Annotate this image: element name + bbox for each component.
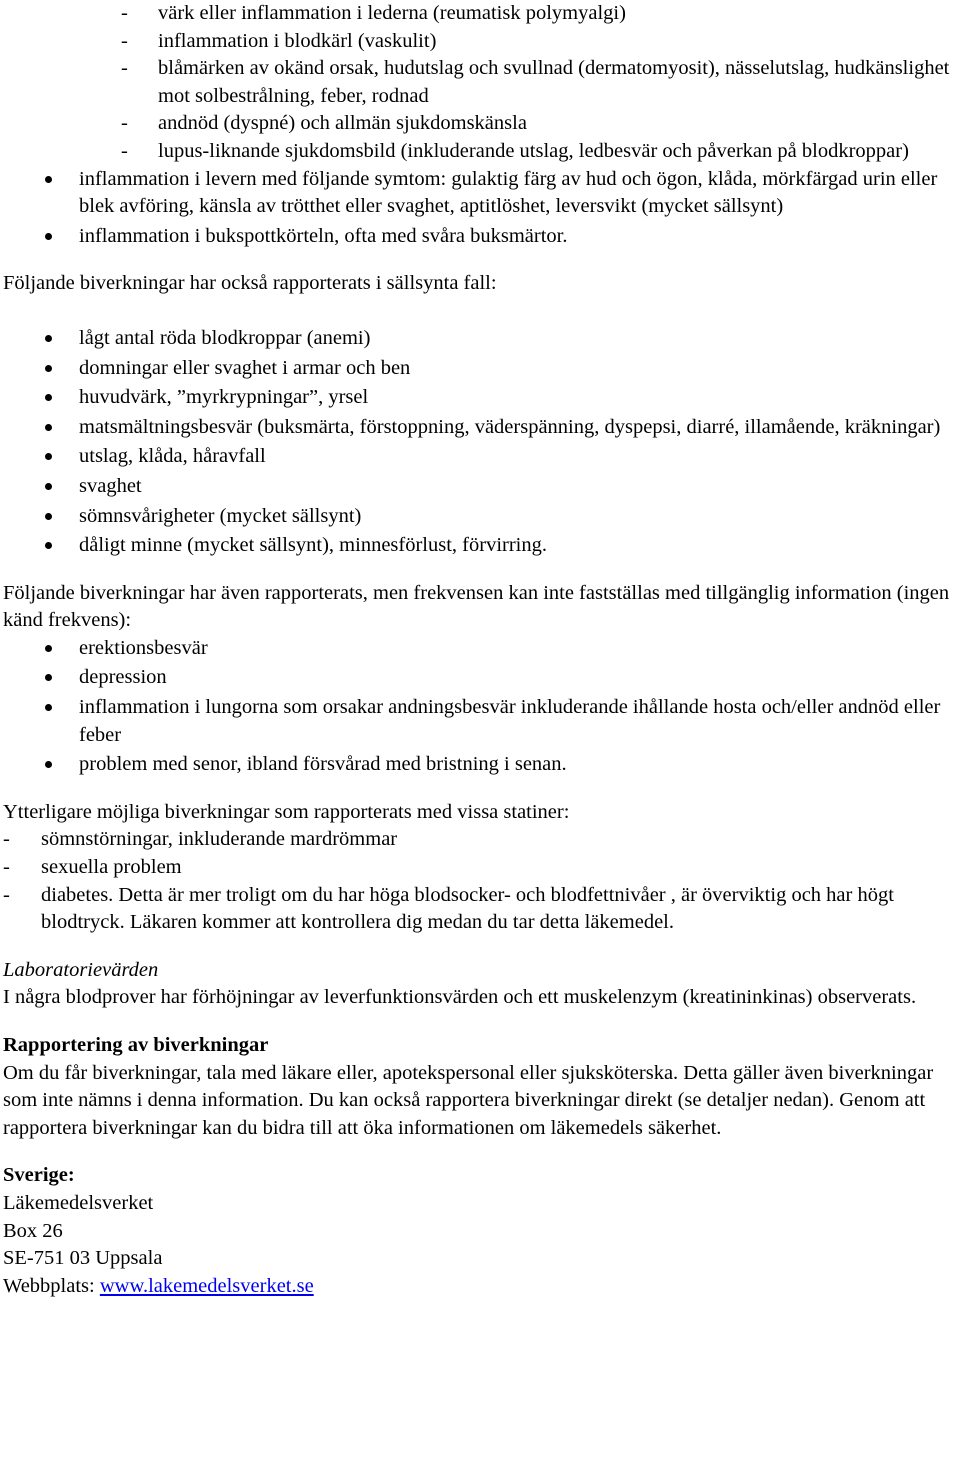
- dash-marker: -: [121, 139, 128, 162]
- list-item-text: huvudvärk, ”myrkrypningar”, yrsel: [79, 386, 369, 409]
- dash-marker: -: [121, 112, 128, 135]
- contact-agency: Läkemedelsverket: [3, 1191, 154, 1214]
- bullet-marker: [45, 453, 52, 460]
- list-item: [3, 635, 960, 663]
- bullet-marker: [45, 176, 52, 183]
- list-item: [3, 664, 960, 692]
- bullet-marker: [45, 645, 52, 652]
- web-label: Webbplats:: [3, 1274, 100, 1297]
- list-item: [3, 826, 960, 854]
- bullet-marker: [45, 424, 52, 431]
- list-item-text: lågt antal röda blodkroppar (anemi): [79, 326, 371, 349]
- list-item: [3, 166, 960, 221]
- list-item-text: värk eller inflammation i lederna (reumatisk polymyalgi): [158, 2, 626, 24]
- list-item: [3, 532, 960, 560]
- bullet-marker: [45, 704, 52, 711]
- bullet-marker: [45, 542, 52, 549]
- bullet-marker: [45, 513, 52, 520]
- dash-marker: -: [121, 29, 128, 52]
- rare-intro: Följande biverkningar har också rapporterats i sällsynta fall:: [3, 272, 497, 295]
- list-item-text: dåligt minne (mycket sällsynt), minnesförlust, förvirring.: [79, 534, 547, 557]
- contact-box: Box 26: [3, 1219, 63, 1242]
- lab-heading: Laboratorievärden: [3, 958, 159, 981]
- unknown-list: [3, 635, 960, 779]
- bullet-marker: [45, 335, 52, 342]
- list-item-text: lupus-liknande sjukdomsbild (inkluderande utslag, ledbesvär och påverkan på blodkroppar): [158, 139, 909, 162]
- list-item: [3, 325, 960, 353]
- dash-marker: -: [121, 2, 128, 24]
- dash-marker: -: [121, 57, 128, 80]
- list-item-text: inflammation i blodkärl (vaskulit): [158, 29, 437, 52]
- contact-heading: Sverige:: [3, 1164, 75, 1187]
- bullet-marker: [45, 483, 52, 490]
- report-heading: Rapportering av biverkningar: [3, 1034, 269, 1056]
- list-item-text: sömnsvårigheter (mycket sällsynt): [79, 504, 362, 527]
- dash-marker: -: [3, 828, 10, 851]
- list-item-text: inflammation i levern med följande symtom: gulaktig färg av hud och ögon, klåda, mörkfärgad urin eller blek avföring, känsla av trötthet eller svaghet, aptitlöshet, leversvikt (mycket sällsynt): [79, 167, 938, 218]
- dash-marker: -: [3, 856, 10, 879]
- bullet-marker: [45, 394, 52, 401]
- list-item-text: matsmältningsbesvär (buksmärta, förstoppning, väderspänning, dyspepsi, diarré, illamående, kräkningar): [79, 415, 941, 438]
- list-item: [3, 138, 960, 166]
- list-item-text: blåmärken av okänd orsak, hudutslag och svullnad (dermatomyosit), nässelutslag, hudkänslighet mot solbestrålning, feber, rodnad: [158, 57, 950, 107]
- list-item-text: erektionsbesvär: [79, 636, 208, 659]
- list-item: [3, 110, 960, 138]
- list-item-text: inflammation i lungorna som orsakar andningsbesvär inkluderande ihållande hosta och/eller andnöd eller feber: [79, 696, 941, 746]
- unknown-intro: Följande biverkningar har även rapporterats, men frekvensen kan inte fastställas med tillgänglig information (ingen känd frekvens):: [3, 581, 950, 632]
- website-link[interactable]: www.lakemedelsverket.se: [99, 1274, 314, 1297]
- dash-list-a: [3, 0, 960, 166]
- list-item: [3, 751, 960, 779]
- list-item-text: sexuella problem: [41, 856, 182, 879]
- statins-intro: Ytterligare möjliga biverkningar som rapporterats med vissa statiner:: [3, 800, 570, 823]
- list-item: [3, 473, 960, 501]
- bullet-marker: [45, 365, 52, 372]
- list-item-text: sömnstörningar, inkluderande mardrömmar: [41, 828, 398, 851]
- list-item-text: domningar eller svaghet i armar och ben: [79, 356, 411, 379]
- list-item: [3, 443, 960, 471]
- report-text: Om du får biverkningar, tala med läkare eller, apotekspersonal eller sjuksköterska. Detta gäller även biverkningar som inte nämns i denna information. Du kan också rapportera biverkningar direkt (se detaljer nedan). Genom att rapportera biverkningar kan du bidra till att öka informationen om läkemedels säkerhet.: [3, 1061, 934, 1139]
- list-item: [3, 384, 960, 412]
- bullet-marker: [45, 761, 52, 768]
- list-item-text: diabetes. Detta är mer troligt om du har höga blodsocker- och blodfettnivåer , är överviktig och har högt blodtryck. Läkaren kommer att kontrollera dig medan du tar detta läkemedel.: [41, 883, 894, 934]
- list-item: [3, 503, 960, 531]
- list-item: [3, 694, 960, 749]
- bullet-marker: [45, 233, 52, 240]
- bullet-marker: [45, 674, 52, 681]
- list-item: [3, 0, 960, 28]
- list-item-text: problem med senor, ibland försvårad med bristning i senan.: [79, 753, 567, 776]
- contact-postal: SE-751 03 Uppsala: [3, 1247, 163, 1270]
- rare-list: [3, 325, 960, 560]
- statins-list: [3, 826, 960, 936]
- list-item: [3, 28, 960, 56]
- list-item-text: inflammation i bukspottkörteln, ofta med svåra buksmärtor.: [79, 224, 568, 247]
- list-item: [3, 55, 960, 110]
- lab-text: I några blodprover har förhöjningar av leverfunktionsvärden och ett muskelenzym (kreatininkinas) observerats.: [3, 986, 917, 1009]
- list-item-text: utslag, klåda, håravfall: [79, 445, 266, 468]
- bullet-list-b: [3, 166, 960, 251]
- list-item: [3, 854, 960, 882]
- list-item: [3, 414, 960, 442]
- list-item-text: svaghet: [79, 474, 142, 497]
- list-item-text: andnöd (dyspné) och allmän sjukdomskänsla: [158, 112, 527, 135]
- list-item: [3, 223, 960, 251]
- contact-web: [3, 1273, 960, 1301]
- list-item-text: depression: [79, 666, 167, 689]
- list-item: [3, 355, 960, 383]
- list-item: [3, 882, 960, 937]
- dash-marker: -: [3, 883, 10, 906]
